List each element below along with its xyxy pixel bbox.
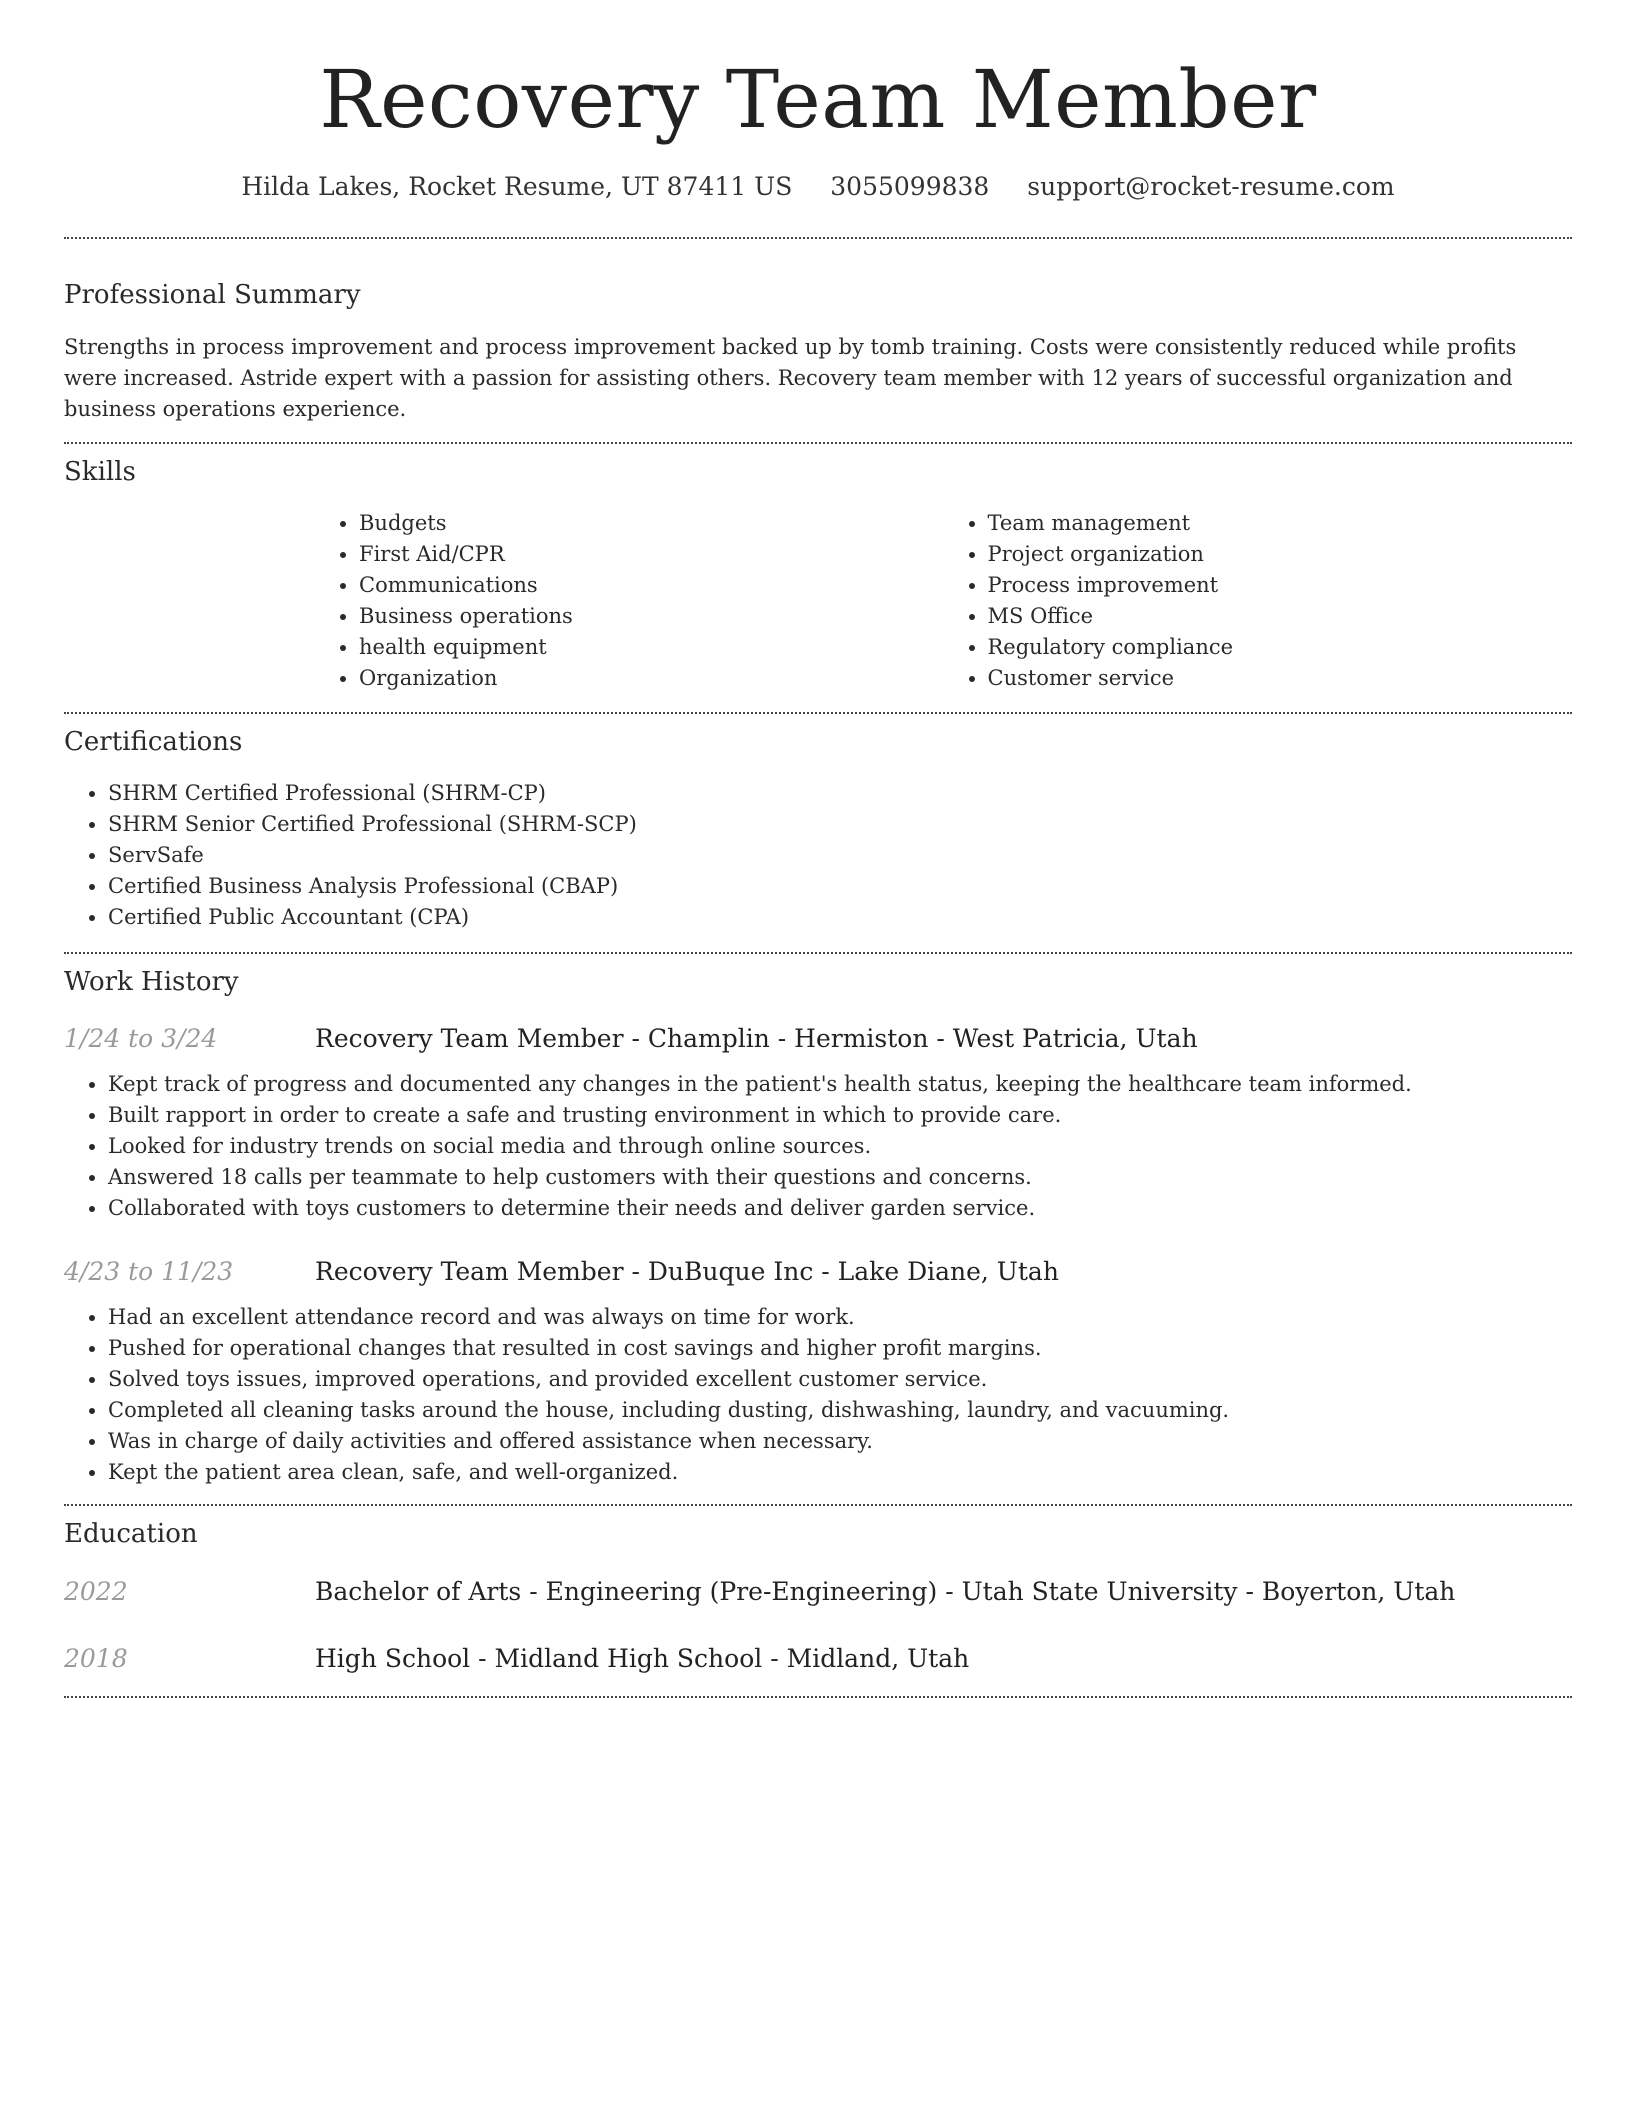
education-entry <box>64 1575 1572 1609</box>
certifications-list <box>64 778 1572 933</box>
section-skills <box>64 444 1572 694</box>
list-item: • Built rapport in order to create a safe and trusting environment in which to provide care. <box>108 1100 1572 1131</box>
list-item: • SHRM Senior Certified Professional (SHRM-SCP) <box>108 809 1572 840</box>
section-title-summary: Professional Summary <box>64 280 361 310</box>
list-item: • Business operations <box>359 601 944 632</box>
list-item: • Certified Public Accountant (CPA) <box>108 902 1572 933</box>
job-date: 1/24 to 3/24 <box>64 1024 218 1053</box>
contact-email[interactable]: support@rocket-resume.com <box>1027 172 1395 201</box>
section-title-certifications: Certifications <box>64 727 243 757</box>
section-certifications <box>64 714 1572 933</box>
list-item: • Solved toys issues, improved operations, and provided excellent customer service. <box>108 1364 1572 1395</box>
job-entry <box>64 1255 1572 1488</box>
list-item: • SHRM Certified Professional (SHRM-CP) <box>108 778 1572 809</box>
list-item: • Answered 18 calls per teammate to help customers with their questions and concerns. <box>108 1162 1572 1193</box>
list-item: • Looked for industry trends on social media and through online sources. <box>108 1131 1572 1162</box>
education-details: - Midland High School - Midland, Utah <box>470 1644 970 1673</box>
summary-text: Strengths in process improvement and process improvement backed up by tomb training. Costs were consistently reduced while profits were increased. Astride expert with a passion for assisting others. Recovery team member with 12 years of successful organization and business operations experience. <box>64 335 1517 421</box>
section-title-skills: Skills <box>64 457 136 487</box>
contact-phone: 3055099838 <box>830 172 990 201</box>
education-date: 2018 <box>64 1644 128 1673</box>
list-item: • ServSafe <box>108 840 1572 871</box>
contact-line <box>64 170 1572 204</box>
resume-name: Recovery Team Member <box>319 53 1317 146</box>
list-item: • Process improvement <box>988 570 1573 601</box>
list-item: • MS Office <box>988 601 1573 632</box>
list-item: • Kept the patient area clean, safe, and well-organized. <box>108 1457 1572 1488</box>
job-details: - Champlin - Hermiston - West Patricia, Utah <box>623 1024 1198 1053</box>
job-details: - DuBuque Inc - Lake Diane, Utah <box>623 1257 1059 1286</box>
list-item: • Had an excellent attendance record and was always on time for work. <box>108 1302 1572 1333</box>
skills-columns <box>315 508 1572 694</box>
list-item: • Regulatory compliance <box>988 632 1573 663</box>
education-degree: Bachelor of Arts <box>315 1577 522 1606</box>
list-item: • Kept track of progress and documented any changes in the patient's health status, keeping the healthcare team informed. <box>108 1069 1572 1100</box>
list-item: • health equipment <box>359 632 944 663</box>
education-date: 2022 <box>64 1577 128 1606</box>
education-entry <box>64 1642 1572 1676</box>
list-item: • Customer service <box>988 663 1573 694</box>
divider <box>64 1696 1572 1698</box>
list-item: • Budgets <box>359 508 944 539</box>
list-item: • Collaborated with toys customers to determine their needs and deliver garden service. <box>108 1193 1572 1224</box>
list-item: • Certified Business Analysis Professional (CBAP) <box>108 871 1572 902</box>
job-role: Recovery Team Member <box>315 1024 624 1053</box>
education-text <box>315 1642 969 1676</box>
section-title-work: Work History <box>64 967 239 997</box>
job-header <box>64 1022 1572 1056</box>
education-degree: High School <box>315 1644 471 1673</box>
list-item: • Communications <box>359 570 944 601</box>
job-header <box>64 1255 1572 1289</box>
section-summary <box>64 239 1572 425</box>
list-item: • Team management <box>988 508 1573 539</box>
skills-list-right <box>944 508 1573 694</box>
skills-list-left <box>315 508 944 694</box>
list-item: • First Aid/CPR <box>359 539 944 570</box>
job-role: Recovery Team Member <box>315 1257 624 1286</box>
job-bullets <box>64 1069 1572 1224</box>
education-details: - Engineering (Pre-Engineering) - Utah State University - Boyerton, Utah <box>521 1577 1456 1606</box>
list-item: • Pushed for operational changes that resulted in cost savings and higher profit margins. <box>108 1333 1572 1364</box>
job-bullets <box>64 1302 1572 1488</box>
list-item: • Was in charge of daily activities and offered assistance when necessary. <box>108 1426 1572 1457</box>
section-work-history <box>64 954 1572 1488</box>
job-title <box>315 1255 1059 1289</box>
job-entry <box>64 1022 1572 1224</box>
list-item: • Organization <box>359 663 944 694</box>
job-date: 4/23 to 11/23 <box>64 1257 234 1286</box>
education-text <box>315 1575 1455 1609</box>
section-education <box>64 1506 1572 1676</box>
resume-page <box>64 0 1572 1698</box>
contact-address: Hilda Lakes, Rocket Resume, UT 87411 US <box>241 172 793 201</box>
list-item: • Completed all cleaning tasks around the house, including dusting, dishwashing, laundry, and vacuuming. <box>108 1395 1572 1426</box>
job-title <box>315 1022 1198 1056</box>
section-title-education: Education <box>64 1519 198 1549</box>
list-item: • Project organization <box>988 539 1573 570</box>
